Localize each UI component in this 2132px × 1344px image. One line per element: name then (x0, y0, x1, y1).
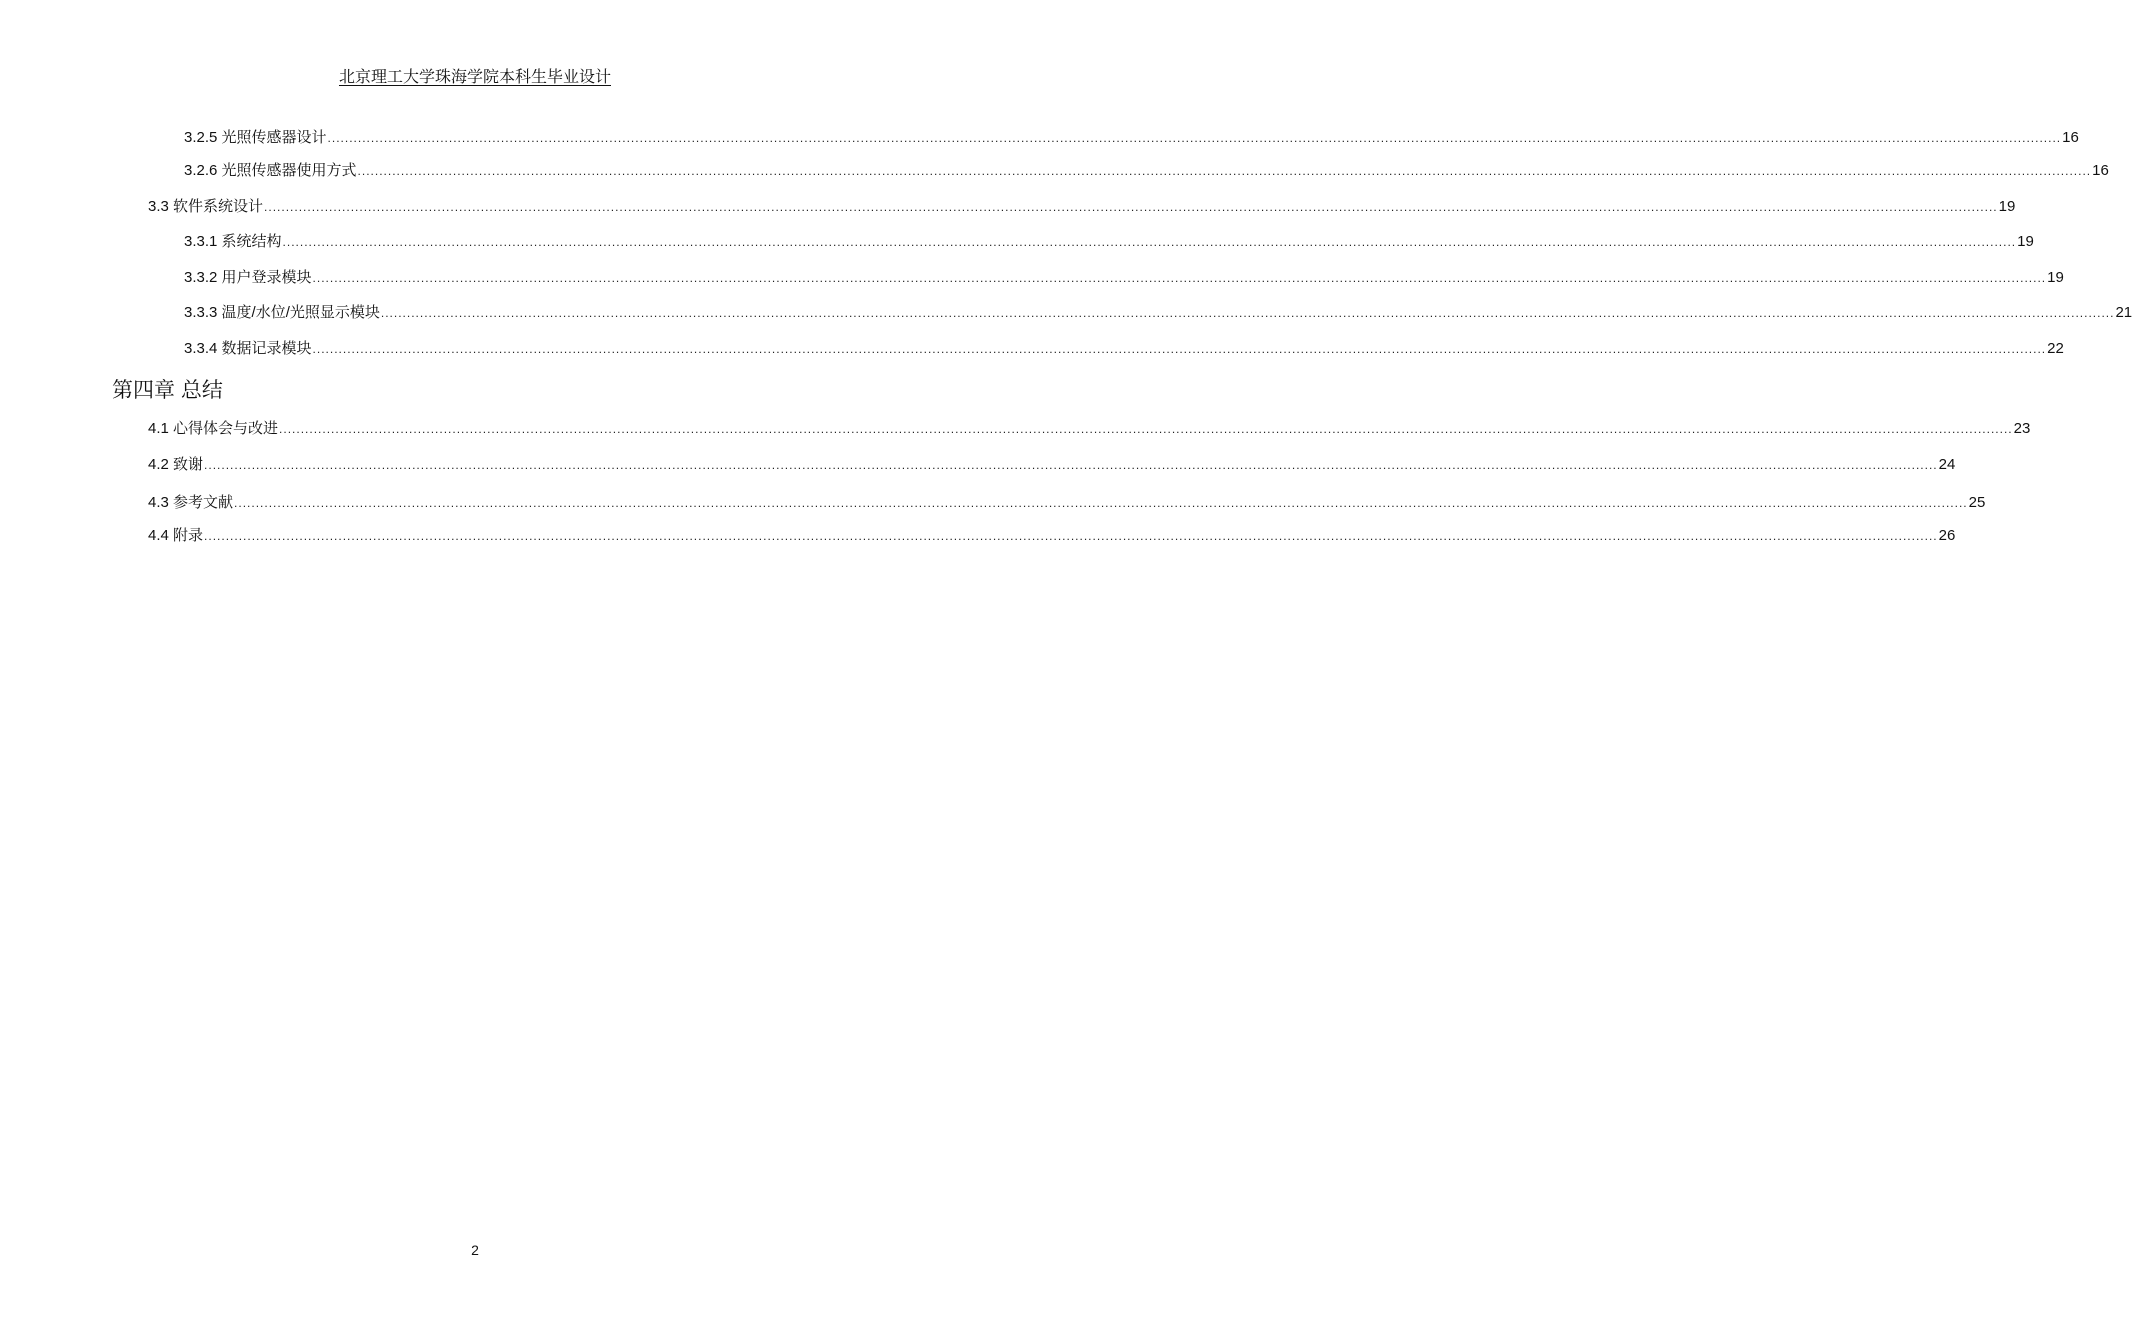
toc-entry-page: 25 (1968, 494, 1986, 511)
toc-entry-label: 4.1 心得体会与改进 (148, 420, 279, 437)
toc-leader-dots: ................................................................................................................................................................................................................................................................................................................................................................................................................ (357, 164, 2092, 178)
toc-entry-page: 19 (2047, 269, 2064, 286)
toc-leader-dots: ................................................................................................................................................................................................................................................................................................................................................................................................................ (380, 306, 2115, 320)
toc-entry-label: 3.3.2 用户登录模块 (184, 269, 312, 286)
toc-entry[interactable] (148, 491, 1986, 512)
toc-entry-label: 3.3.1 系统结构 (184, 233, 282, 250)
toc-entry[interactable] (148, 524, 1956, 545)
toc-entry-label: 3.3.3 温度/水位/光照显示模块 (184, 304, 380, 321)
toc-leader-dots: ................................................................................................................................................................................................................................................................................................................................................................................................................ (327, 131, 2062, 145)
toc-entry-page: 26 (1938, 527, 1956, 544)
toc-leader-dots: ................................................................................................................................................................................................................................................................................................................................................................................................................ (234, 496, 1968, 510)
toc-entry-page: 23 (2013, 420, 2031, 437)
toc-entry-page: 16 (2092, 162, 2109, 179)
toc-leader-dots: ................................................................................................................................................................................................................................................................................................................................................................................................................ (312, 342, 2047, 356)
toc-entry-page: 22 (2047, 340, 2064, 357)
toc-leader-dots: ................................................................................................................................................................................................................................................................................................................................................................................................................ (282, 235, 2017, 249)
toc-entry-label: 4.2 致谢 (148, 456, 204, 473)
toc-entry[interactable] (184, 301, 2132, 322)
toc-entry-label: 3.3.4 数据记录模块 (184, 340, 312, 357)
chapter-heading[interactable]: 第四章 总结 (112, 379, 223, 402)
toc-entry-label: 4.4 附录 (148, 527, 204, 544)
toc-leader-dots: ................................................................................................................................................................................................................................................................................................................................................................................................................ (204, 529, 1938, 543)
toc-leader-dots: ................................................................................................................................................................................................................................................................................................................................................................................................................ (279, 422, 2013, 436)
page-number: 2 (471, 1242, 479, 1258)
toc-leader-dots: ................................................................................................................................................................................................................................................................................................................................................................................................................ (312, 271, 2047, 285)
toc-entry[interactable] (184, 230, 2034, 251)
toc-entry-page: 24 (1938, 456, 1956, 473)
toc-entry[interactable] (184, 266, 2064, 287)
toc-leader-dots: ................................................................................................................................................................................................................................................................................................................................................................................................................ (264, 200, 1998, 214)
toc-entry-label: 4.3 参考文献 (148, 494, 234, 511)
toc-entry[interactable] (148, 453, 1956, 474)
toc-entry-label: 3.3 软件系统设计 (148, 198, 264, 215)
toc-entry-page: 19 (1998, 198, 2016, 215)
toc-entry[interactable] (184, 126, 2079, 147)
toc-entry-label: 3.2.6 光照传感器使用方式 (184, 162, 357, 179)
toc-entry[interactable] (148, 195, 2016, 216)
page-header (0, 64, 950, 87)
toc-leader-dots: ................................................................................................................................................................................................................................................................................................................................................................................................................ (204, 458, 1938, 472)
toc-entry[interactable] (184, 159, 2109, 180)
header-title: 北京理工大学珠海学院本科生毕业设计 (338, 69, 611, 86)
toc-entry[interactable] (184, 337, 2064, 358)
toc-entry-page: 21 (2115, 304, 2132, 321)
toc-entry[interactable] (148, 417, 2031, 438)
toc-entry-page: 19 (2017, 233, 2034, 250)
toc-entry-page: 16 (2062, 129, 2079, 146)
toc-entry-label: 3.2.5 光照传感器设计 (184, 129, 327, 146)
